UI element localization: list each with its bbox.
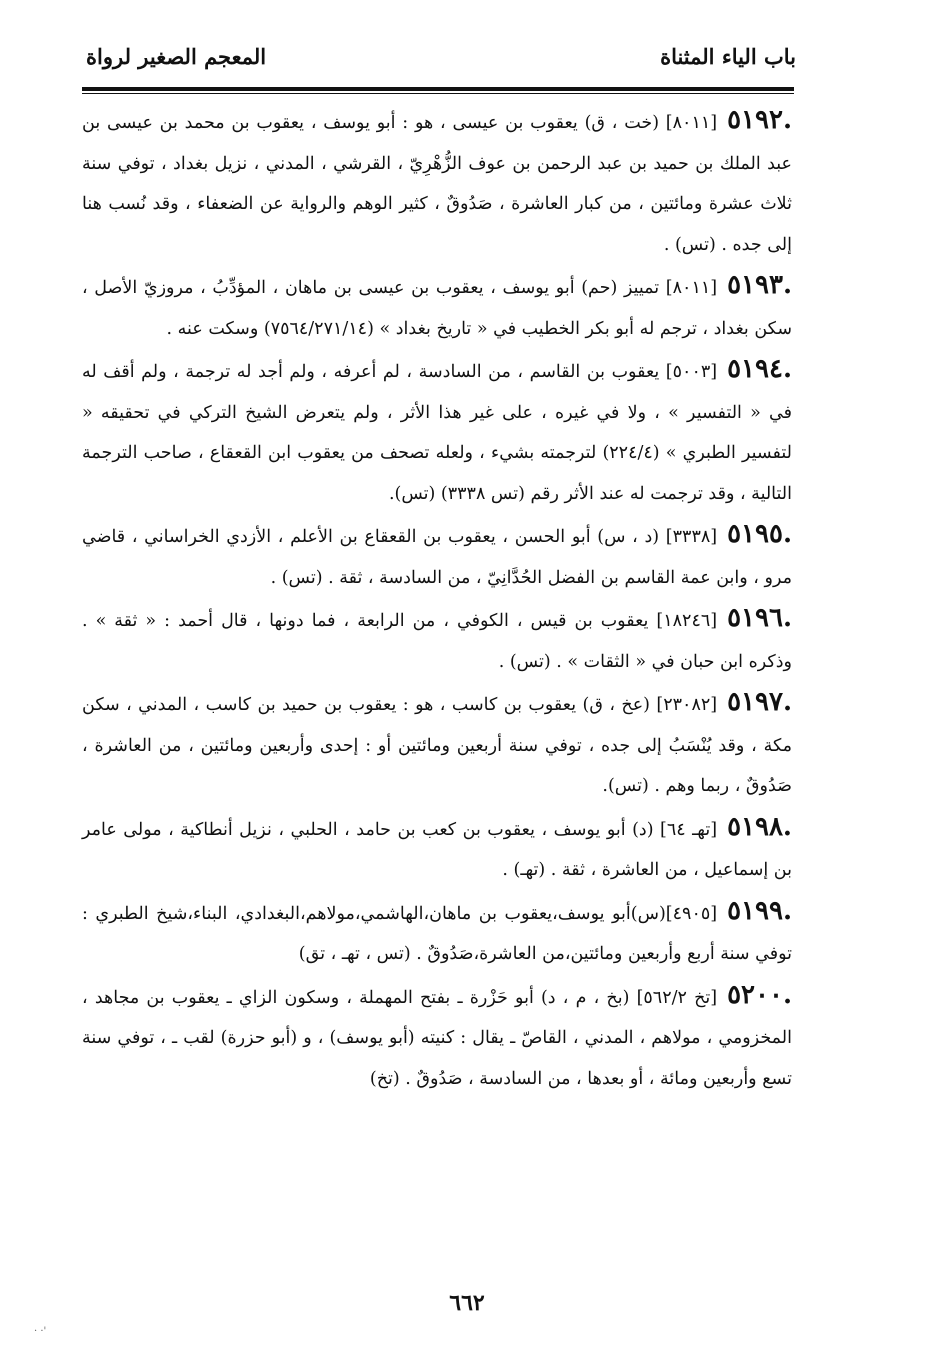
entry-number: ٥١٩٩. <box>727 895 792 926</box>
entry-5195 <box>82 514 792 598</box>
header-rule-thin <box>82 93 794 94</box>
entry-5194 <box>82 349 792 514</box>
scan-speck: · ·' <box>34 1326 47 1337</box>
entry-number: ٥١٩٢. <box>727 105 792 135</box>
page-number: ٦٦٢ <box>449 1290 485 1316</box>
entry-number: ٥١٩٤. <box>727 354 792 384</box>
entry-text: [٥٠٠٣] يعقوب بن القاسم ، من السادسة ، لم أعرفه ، ولم أجد له ترجمة ، ولم أقف له في « التفسير » ، ولا في غيره ، على غير هذا الأثر ، ولم يتعرض الشيخ التركي في تحقيقه « لتفسير الطبري » (٢٢٤/٤) لترجمته بشيء ، ولعله تصحف من يعقوب ابن القعقاع ، صاحب الترجمة التالية ، وقد ترجمت له عند الأثر رقم (تس ٣٣٣٨) (تس). <box>82 362 792 504</box>
entry-5192 <box>82 100 792 265</box>
entry-text: [تخ ٥٦٢/٢] (بخ ، م ، د) أبو حَزْرة ـ بفتح المهملة ، وسكون الزاي ـ يعقوب بن مجاهد ، المخزومي ، مولاهم ، المدني ، القاصّ ـ يقال : كنيته (أبو يوسف) ، و (أبو حزرة) لقب ـ ، توفي سنة تسع وأربعين ومائة ، أو بعدها ، من السادسة ، صَدُوقٌ . (تخ) <box>82 987 792 1089</box>
entry-number: ٥١٩٥. <box>727 519 792 549</box>
entry-text: [٣٣٣٨] (د ، س) أبو الحسن ، يعقوب بن القعقاع بن الأعلم ، الأزدي الخراساني ، قاضي مرو ، وابن عمة القاسم بن الفضل الحُدَّانِيّ ، من السادسة ، ثقة . (تس) . <box>82 527 792 588</box>
entry-number: ٥١٩٣. <box>727 270 792 300</box>
entry-number: ٥١٩٨. <box>727 811 792 842</box>
entry-5198 <box>82 807 792 891</box>
header-rule-thick <box>82 87 794 91</box>
entry-text: [٤٩٠٥](س)أبو يوسف،يعقوب بن ماهان،الهاشمي،مولاهم،البغدادي، البناء،شيخ الطبري : توفي سنة أربع وأربعين ومائتين،من العاشرة،صَدُوقٌ . (تس ، تهـ ، تق) <box>82 903 792 964</box>
entry-text: [٨٠١١] تمييز (حم) أبو يوسف ، يعقوب بن عيسى بن ماهان ، المؤدِّبُ ، مروزيّ الأصل ، سكن بغداد ، ترجم له أبو بكر الخطيب في « تاريخ بغداد » (٧٥٦٤/٢٧١/١٤) وسكت عنه . <box>82 278 792 339</box>
entry-5196 <box>82 598 792 682</box>
entry-number: ٥٢٠٠. <box>727 979 792 1010</box>
entry-5193 <box>82 265 792 349</box>
entry-text: [تهـ ٦٤] (د) أبو يوسف ، يعقوب بن كعب بن حامد ، الحلبي ، نزيل أنطاكية ، مولى عامر بن إسماعيل ، من العاشرة ، ثقة . (تهـ) . <box>82 819 792 880</box>
running-header-book-title: المعجم الصغير لرواة <box>86 44 267 69</box>
entry-5197 <box>82 682 792 807</box>
entry-text: [١٨٢٤٦] يعقوب بن قيس ، الكوفي ، من الرابعة ، فما دونها ، قال أحمد : « ثقة » . وذكره ابن حبان في « الثقات » . (تس) . <box>82 611 792 672</box>
running-header-chapter: باب الياء المثناة <box>660 44 796 69</box>
entries-body <box>82 100 792 1099</box>
entry-text: [٨٠١١] (خت ، ق) يعقوب بن عيسى ، هو : أبو يوسف ، يعقوب بن محمد بن عيسى بن عبد الملك بن حميد بن عبد الرحمن بن عوف الزُّهْرِيّ ، القرشي ، المدني ، نزيل بغداد ، توفي سنة ثلاث عشرة ومائتين ، من كبار العاشرة ، صَدُوقٌ ، كثير الوهم والرواية عن الضعفاء ، وقد نُسب هنا إلى جده . (تس) . <box>82 113 792 255</box>
entry-number: ٥١٩٧. <box>727 687 792 717</box>
entry-text: [٢٣٠٨٢] (عخ ، ق) يعقوب بن كاسب ، هو : يعقوب بن حميد بن كاسب ، المدني ، سكن مكة ، وقد يُنْسَبُ إلى جده ، توفي سنة أربعين ومائتين أو : إحدى وأربعين ومائتين ، من العاشرة ، صَدُوقٌ ، ربما وهم . (تس). <box>82 695 792 796</box>
entry-5200 <box>82 975 792 1100</box>
entry-5199 <box>82 891 792 975</box>
entry-number: ٥١٩٦. <box>727 603 792 633</box>
